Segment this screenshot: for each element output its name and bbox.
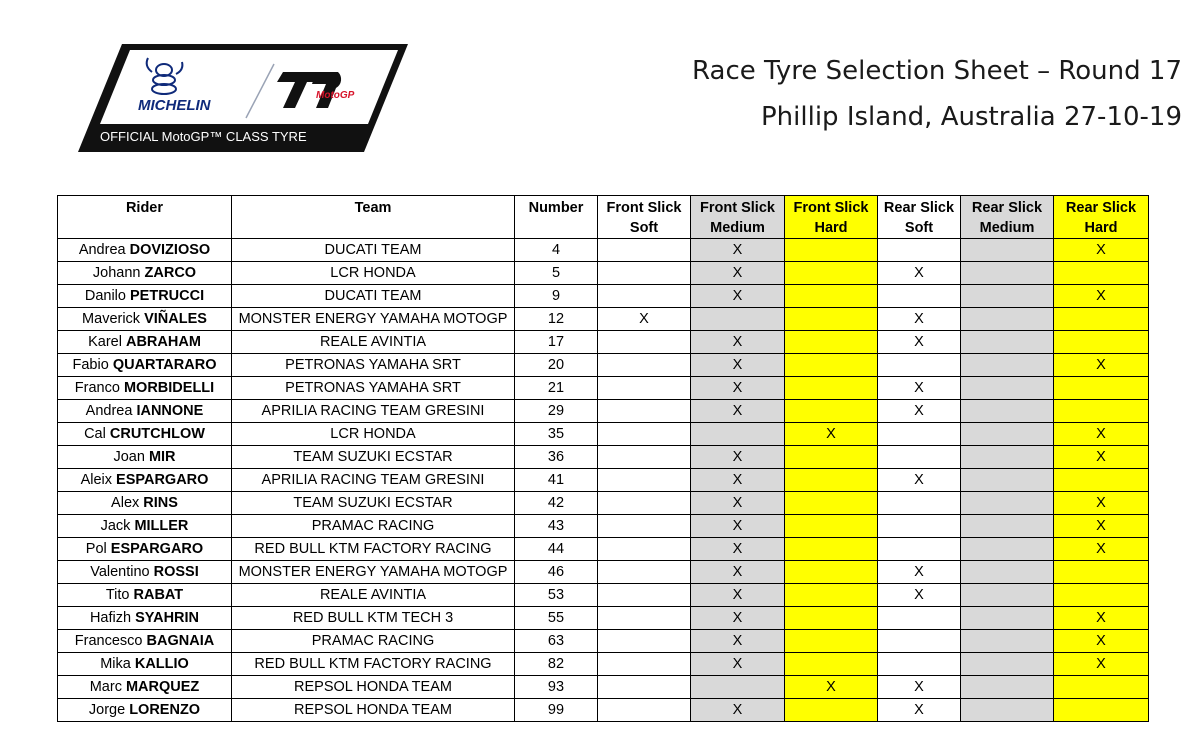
tyre-selection-cell [961, 400, 1054, 423]
tyre-selection-cell [961, 331, 1054, 354]
rider-first-name: Jorge [88, 702, 130, 718]
tyre-selection-cell: X [691, 469, 785, 492]
tyre-selection-cell [1054, 699, 1149, 722]
rider-last-name: ESPARGARO [110, 541, 204, 557]
table-row [58, 561, 1149, 584]
tyre-selection-cell [961, 354, 1054, 377]
tyre-selection-cell: X [878, 400, 961, 423]
rider-last-name: RINS [143, 495, 178, 511]
rider-first-name: Andrea [78, 242, 130, 258]
rider-cell [58, 676, 232, 699]
rider-last-name: MARQUEZ [125, 679, 200, 695]
rider-cell [58, 331, 232, 354]
table-row [58, 446, 1149, 469]
tyre-selection-cell: X [1054, 285, 1149, 308]
number-cell: 44 [515, 538, 598, 561]
team-cell: APRILIA RACING TEAM GRESINI [232, 400, 515, 423]
rider-first-name: Joan [113, 449, 149, 465]
rider-last-name: PETRUCCI [130, 288, 205, 304]
tyre-selection-cell: X [691, 331, 785, 354]
tyre-selection-cell [598, 400, 691, 423]
number-cell: 53 [515, 584, 598, 607]
tyre-selection-cell [1054, 584, 1149, 607]
tyre-selection-cell [961, 607, 1054, 630]
number-cell: 12 [515, 308, 598, 331]
number-cell: 36 [515, 446, 598, 469]
tyre-selection-cell: X [1054, 239, 1149, 262]
column-header: Front Slick Medium [691, 196, 785, 239]
rider-first-name: Valentino [90, 564, 154, 580]
tyre-selection-cell [691, 308, 785, 331]
number-cell: 43 [515, 515, 598, 538]
team-cell: REPSOL HONDA TEAM [232, 676, 515, 699]
tyre-selection-cell [1054, 331, 1149, 354]
tyre-selection-cell [785, 607, 878, 630]
team-cell: DUCATI TEAM [232, 285, 515, 308]
team-cell: REALE AVINTIA [232, 331, 515, 354]
rider-first-name: Tito [105, 587, 134, 603]
number-cell: 42 [515, 492, 598, 515]
team-cell: PETRONAS YAMAHA SRT [232, 377, 515, 400]
tyre-selection-cell [785, 446, 878, 469]
tyre-selection-cell [1054, 262, 1149, 285]
tyre-selection-cell [598, 584, 691, 607]
tyre-selection-cell: X [878, 584, 961, 607]
tyre-selection-cell: X [691, 607, 785, 630]
team-cell: DUCATI TEAM [232, 239, 515, 262]
tyre-selection-cell [878, 423, 961, 446]
tyre-selection-cell: X [1054, 653, 1149, 676]
team-cell: APRILIA RACING TEAM GRESINI [232, 469, 515, 492]
number-cell: 29 [515, 400, 598, 423]
tyre-selection-cell [598, 285, 691, 308]
rider-last-name: KALLIO [134, 656, 189, 672]
number-cell: 93 [515, 676, 598, 699]
team-cell: TEAM SUZUKI ECSTAR [232, 446, 515, 469]
tyre-selection-cell [961, 676, 1054, 699]
tyre-selection-cell: X [691, 515, 785, 538]
tyre-selection-cell [598, 607, 691, 630]
tyre-selection-cell [598, 699, 691, 722]
table-row [58, 331, 1149, 354]
team-cell: PRAMAC RACING [232, 515, 515, 538]
tyre-selection-cell [961, 469, 1054, 492]
rider-last-name: SYAHRIN [135, 610, 200, 626]
rider-last-name: ROSSI [153, 564, 199, 580]
rider-last-name: MORBIDELLI [123, 380, 215, 396]
rider-first-name: Francesco [74, 633, 147, 649]
tyre-selection-cell [961, 492, 1054, 515]
rider-cell [58, 561, 232, 584]
tyre-selection-cell [598, 492, 691, 515]
rider-cell [58, 400, 232, 423]
rider-last-name: IANNONE [136, 403, 204, 419]
rider-cell [58, 492, 232, 515]
tyre-selection-cell [785, 699, 878, 722]
number-cell: 4 [515, 239, 598, 262]
tyre-selection-cell [598, 446, 691, 469]
tyre-selection-cell [961, 653, 1054, 676]
number-cell: 63 [515, 630, 598, 653]
table-row [58, 262, 1149, 285]
rider-cell [58, 354, 232, 377]
rider-first-name: Alex [111, 495, 144, 511]
rider-first-name: Maverick [82, 311, 145, 327]
number-cell: 5 [515, 262, 598, 285]
tyre-selection-cell [598, 354, 691, 377]
number-cell: 99 [515, 699, 598, 722]
team-cell: RED BULL KTM FACTORY RACING [232, 653, 515, 676]
rider-first-name: Johann [92, 265, 145, 281]
tyre-selection-cell [961, 584, 1054, 607]
tyre-selection-cell [961, 308, 1054, 331]
tyre-selection-cell [691, 423, 785, 446]
table-row [58, 630, 1149, 653]
logo-tagline: OFFICIAL MotoGP™ CLASS TYRE [100, 129, 307, 144]
tyre-selection-cell [878, 446, 961, 469]
tyre-selection-cell [878, 239, 961, 262]
rider-last-name: ESPARGARO [116, 472, 209, 488]
tyre-selection-cell [785, 377, 878, 400]
tyre-selection-cell: X [1054, 538, 1149, 561]
tyre-selection-cell [785, 630, 878, 653]
tyre-selection-cell [598, 538, 691, 561]
rider-last-name: QUARTARARO [112, 357, 217, 373]
rider-first-name: Aleix [80, 472, 117, 488]
tyre-selection-cell [785, 239, 878, 262]
tyre-selection-cell [785, 584, 878, 607]
column-header: Front Slick Soft [598, 196, 691, 239]
table-row [58, 308, 1149, 331]
tyre-selection-cell [785, 331, 878, 354]
tyre-selection-cell: X [1054, 607, 1149, 630]
tyre-selection-cell [961, 630, 1054, 653]
team-cell: PETRONAS YAMAHA SRT [232, 354, 515, 377]
rider-last-name: MILLER [134, 518, 189, 534]
number-cell: 9 [515, 285, 598, 308]
svg-text:MotoGP: MotoGP [316, 90, 355, 101]
table-row [58, 285, 1149, 308]
tyre-selection-cell: X [691, 400, 785, 423]
number-cell: 35 [515, 423, 598, 446]
sheet-title: Race Tyre Selection Sheet – Round 17 [692, 56, 1182, 86]
rider-last-name: MIR [148, 449, 176, 465]
tyre-selection-cell [785, 538, 878, 561]
number-cell: 17 [515, 331, 598, 354]
tyre-selection-cell: X [878, 561, 961, 584]
tyre-selection-cell [598, 377, 691, 400]
table-row [58, 239, 1149, 262]
tyre-selection-cell [1054, 400, 1149, 423]
number-cell: 21 [515, 377, 598, 400]
team-cell: REPSOL HONDA TEAM [232, 699, 515, 722]
rider-last-name: ABRAHAM [125, 334, 201, 350]
rider-last-name: LORENZO [129, 702, 201, 718]
rider-cell [58, 423, 232, 446]
table-row [58, 354, 1149, 377]
tyre-selection-cell: X [691, 239, 785, 262]
table-row [58, 400, 1149, 423]
team-cell: TEAM SUZUKI ECSTAR [232, 492, 515, 515]
tyre-selection-cell: X [691, 492, 785, 515]
tyre-selection-cell [961, 446, 1054, 469]
tyre-selection-cell [961, 262, 1054, 285]
rider-cell [58, 699, 232, 722]
number-cell: 20 [515, 354, 598, 377]
team-cell: RED BULL KTM FACTORY RACING [232, 538, 515, 561]
tyre-selection-cell [878, 354, 961, 377]
column-header: Team [232, 196, 515, 239]
tyre-selection-cell [598, 423, 691, 446]
tyre-selection-cell [691, 676, 785, 699]
rider-first-name: Marc [89, 679, 126, 695]
rider-cell [58, 584, 232, 607]
tyre-selection-cell [961, 239, 1054, 262]
tyre-selection-cell: X [691, 446, 785, 469]
tyre-selection-cell: X [878, 262, 961, 285]
table-row [58, 584, 1149, 607]
tyre-selection-cell [1054, 308, 1149, 331]
tyre-selection-cell: X [878, 308, 961, 331]
team-cell: REALE AVINTIA [232, 584, 515, 607]
number-cell: 46 [515, 561, 598, 584]
table-row [58, 538, 1149, 561]
tyre-selection-cell: X [1054, 423, 1149, 446]
tyre-selection-cell: X [691, 538, 785, 561]
rider-first-name: Franco [74, 380, 124, 396]
tyre-selection-cell [878, 538, 961, 561]
tyre-selection-cell: X [691, 561, 785, 584]
tyre-selection-cell: X [878, 676, 961, 699]
tyre-selection-cell [598, 469, 691, 492]
tyre-selection-cell [785, 653, 878, 676]
number-cell: 41 [515, 469, 598, 492]
tyre-selection-cell [878, 630, 961, 653]
tyre-selection-cell [785, 515, 878, 538]
column-header: Rear Slick Soft [878, 196, 961, 239]
rider-last-name: CRUTCHLOW [109, 426, 205, 442]
tyre-selection-cell: X [691, 285, 785, 308]
tyre-selection-cell [785, 354, 878, 377]
rider-cell [58, 515, 232, 538]
rider-cell [58, 446, 232, 469]
tyre-selection-cell [785, 400, 878, 423]
rider-first-name: Jack [100, 518, 135, 534]
table-row [58, 423, 1149, 446]
tyre-selection-cell [961, 538, 1054, 561]
table-row [58, 469, 1149, 492]
tyre-selection-cell: X [691, 699, 785, 722]
tyre-selection-cell [1054, 676, 1149, 699]
tyre-selection-cell [961, 515, 1054, 538]
tyre-selection-cell [961, 423, 1054, 446]
tyre-selection-cell: X [878, 699, 961, 722]
rider-first-name: Danilo [84, 288, 130, 304]
rider-cell [58, 469, 232, 492]
tyre-selection-cell: X [878, 469, 961, 492]
tyre-selection-cell [785, 285, 878, 308]
tyre-selection-cell: X [1054, 492, 1149, 515]
tyre-selection-cell [1054, 561, 1149, 584]
tyre-selection-cell [878, 515, 961, 538]
team-cell: LCR HONDA [232, 262, 515, 285]
tyre-selection-cell [785, 262, 878, 285]
tyre-selection-cell [598, 239, 691, 262]
rider-last-name: VIÑALES [144, 311, 207, 327]
rider-last-name: RABAT [133, 587, 184, 603]
tyre-selection-cell: X [691, 653, 785, 676]
tyre-selection-cell [961, 285, 1054, 308]
team-cell: PRAMAC RACING [232, 630, 515, 653]
tyre-selection-cell [878, 492, 961, 515]
rider-last-name: BAGNAIA [146, 633, 215, 649]
tyre-selection-table [57, 195, 1149, 722]
rider-cell [58, 377, 232, 400]
tyre-selection-cell [598, 262, 691, 285]
rider-first-name: Cal [84, 426, 110, 442]
table-row [58, 676, 1149, 699]
svg-text:MICHELIN: MICHELIN [138, 97, 211, 114]
tyre-selection-cell: X [878, 377, 961, 400]
team-cell: LCR HONDA [232, 423, 515, 446]
rider-last-name: DOVIZIOSO [129, 242, 211, 258]
tyre-selection-cell [598, 515, 691, 538]
tyre-selection-cell: X [691, 377, 785, 400]
rider-first-name: Karel [88, 334, 126, 350]
tyre-selection-cell: X [598, 308, 691, 331]
rider-first-name: Mika [100, 656, 135, 672]
header-row [58, 196, 1149, 239]
sheet-subtitle: Phillip Island, Australia 27-10-19 [761, 102, 1182, 132]
table-row [58, 699, 1149, 722]
team-cell: MONSTER ENERGY YAMAHA MOTOGP [232, 561, 515, 584]
tyre-selection-cell: X [878, 331, 961, 354]
rider-cell [58, 262, 232, 285]
tyre-selection-cell [598, 676, 691, 699]
tyre-selection-cell [961, 561, 1054, 584]
team-cell: MONSTER ENERGY YAMAHA MOTOGP [232, 308, 515, 331]
tyre-selection-cell: X [785, 676, 878, 699]
tyre-selection-cell [598, 653, 691, 676]
michelin-motogp-logo [78, 44, 408, 152]
tyre-selection-cell: X [1054, 515, 1149, 538]
tyre-selection-cell [785, 469, 878, 492]
number-cell: 55 [515, 607, 598, 630]
tyre-selection-cell [785, 492, 878, 515]
rider-first-name: Pol [85, 541, 111, 557]
rider-cell [58, 308, 232, 331]
tyre-selection-cell [1054, 377, 1149, 400]
rider-cell [58, 239, 232, 262]
rider-cell [58, 630, 232, 653]
number-cell: 82 [515, 653, 598, 676]
tyre-selection-cell: X [691, 262, 785, 285]
tyre-selection-cell: X [691, 630, 785, 653]
tyre-selection-cell [598, 630, 691, 653]
tyre-selection-cell: X [1054, 354, 1149, 377]
rider-cell [58, 607, 232, 630]
column-header: Rear Slick Medium [961, 196, 1054, 239]
rider-first-name: Hafizh [89, 610, 136, 626]
tyre-selection-cell [878, 607, 961, 630]
column-header: Front Slick Hard [785, 196, 878, 239]
tyre-selection-cell: X [691, 584, 785, 607]
tyre-selection-cell [961, 377, 1054, 400]
tyre-selection-cell [961, 699, 1054, 722]
table-row [58, 492, 1149, 515]
tyre-selection-cell: X [785, 423, 878, 446]
column-header: Rear Slick Hard [1054, 196, 1149, 239]
tyre-selection-cell [785, 561, 878, 584]
tyre-selection-cell: X [1054, 630, 1149, 653]
table-row [58, 377, 1149, 400]
tyre-selection-cell [878, 653, 961, 676]
rider-first-name: Fabio [72, 357, 113, 373]
table-row [58, 607, 1149, 630]
tyre-selection-cell [878, 285, 961, 308]
team-cell: RED BULL KTM TECH 3 [232, 607, 515, 630]
rider-cell [58, 538, 232, 561]
column-header: Rider [58, 196, 232, 239]
table-row [58, 653, 1149, 676]
tyre-selection-cell [1054, 469, 1149, 492]
column-header: Number [515, 196, 598, 239]
rider-first-name: Andrea [85, 403, 137, 419]
tyre-selection-cell: X [691, 354, 785, 377]
tyre-selection-cell: X [1054, 446, 1149, 469]
tyre-selection-cell [598, 561, 691, 584]
tyre-selection-cell [785, 308, 878, 331]
table-row [58, 515, 1149, 538]
rider-cell [58, 285, 232, 308]
rider-cell [58, 653, 232, 676]
tyre-selection-cell [598, 331, 691, 354]
rider-last-name: ZARCO [144, 265, 197, 281]
